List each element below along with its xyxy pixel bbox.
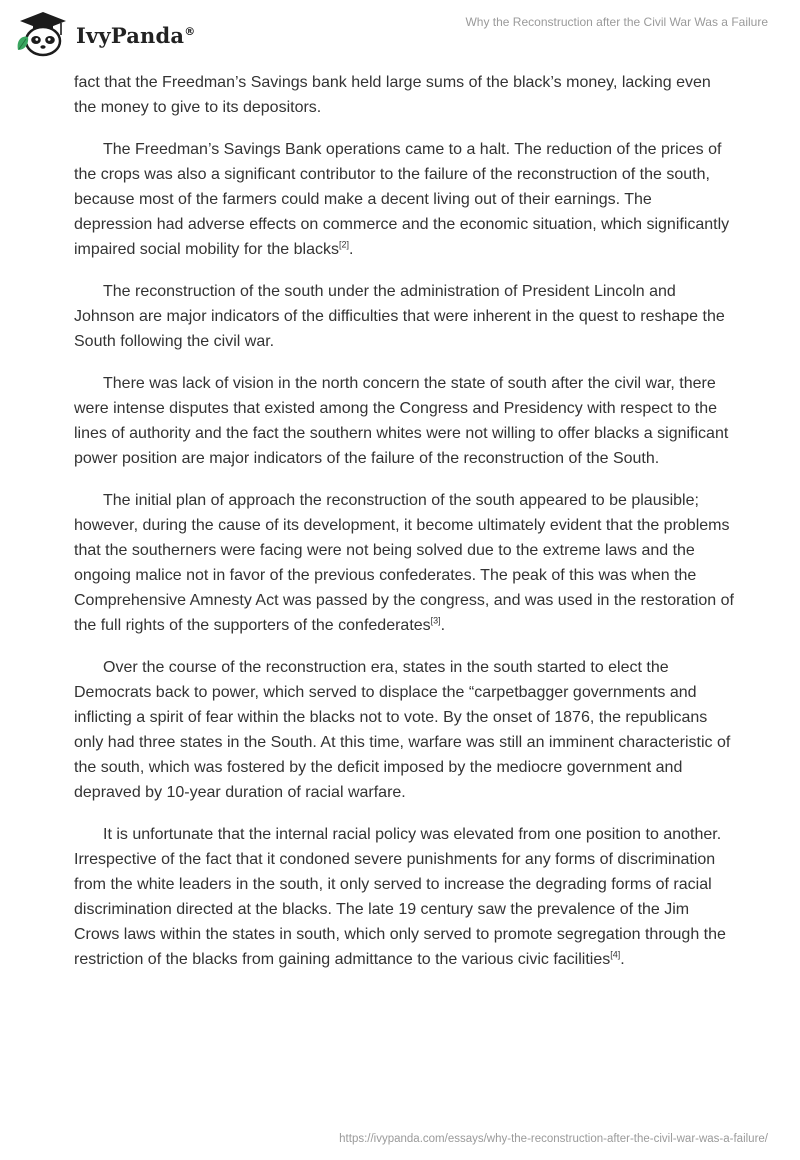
paragraph: The reconstruction of the south under the administration of President Lincoln and Johnson are major indicators of the difficulties that were inherent in the quest to reshape the South following the civil war.	[74, 283, 725, 350]
panda-logo-icon	[14, 10, 72, 60]
paragraph: There was lack of vision in the north concern the state of south after the civil war, there were intense disputes that existed among the Congress and Presidency with respect to the lines of authority and the fact the southern whites were not willing to offer blacks a significant power position are major indicators of the failure of the reconstruction of the South.	[74, 375, 729, 467]
footnote-ref[interactable]: [2]	[339, 239, 350, 250]
brand-name: IvyPanda®	[76, 22, 196, 48]
paragraph: The Freedman’s Savings Bank operations came to a halt. The reduction of the prices of the crops was also a significant contributor to the failure of the reconstruction of the south, because most of the farmers could make a decent living out of their earnings. The depression had adverse effects on commerce and the economic situation, which significantly impaired social mobility for the blacks[2].	[74, 141, 730, 258]
document-title: Why the Reconstruction after the Civil War Was a Failure	[465, 15, 768, 29]
page-header	[0, 0, 800, 70]
paragraph: The initial plan of approach the reconstruction of the south appeared to be plausible; however, during the cause of its development, it become ultimately evident that the problems that the southerners were facing were not being solved due to the extreme laws and the ongoing malice not in favor of the previous confederates. The peak of this was when the Comprehensive Amnesty Act was passed by the congress, and was used in the restoration of the full rights of the supporters of the confederates[3].	[74, 492, 734, 634]
paragraph: fact that the Freedman’s Savings bank held large sums of the black’s money, lacking even the money to give to its depositors.	[74, 74, 711, 116]
paragraph: It is unfortunate that the internal racial policy was elevated from one position to another. Irrespective of the fact that it condoned severe punishments for any forms of discrimination from the white leaders in the south, it only served to increase the degrading forms of racial discrimination directed at the blacks. The late 19 century saw the prevalence of the Jim Crows laws within the states in south, which only served to promote segregation through the restriction of the blacks from gaining admittance to the various civic facilities[4].	[74, 826, 726, 968]
footnote-ref[interactable]: [4]	[610, 949, 621, 960]
essay-body	[74, 70, 734, 989]
paragraph: Over the course of the reconstruction era, states in the south started to elect the Democrats back to power, which served to displace the “carpetbagger governments and inflicting a spirit of fear within the blacks not to vote. By the onset of 1876, the republicans only had three states in the South. At this time, warfare was still an imminent characteristic of the south, which was fostered by the deficit imposed by the mediocre government and depraved by 10-year duration of racial warfare.	[74, 659, 731, 801]
footnote-ref[interactable]: [3]	[430, 615, 441, 626]
ivypanda-logo[interactable]	[14, 10, 195, 60]
source-url[interactable]: https://ivypanda.com/essays/why-the-reconstruction-after-the-civil-war-was-a-failure/	[339, 1133, 768, 1145]
